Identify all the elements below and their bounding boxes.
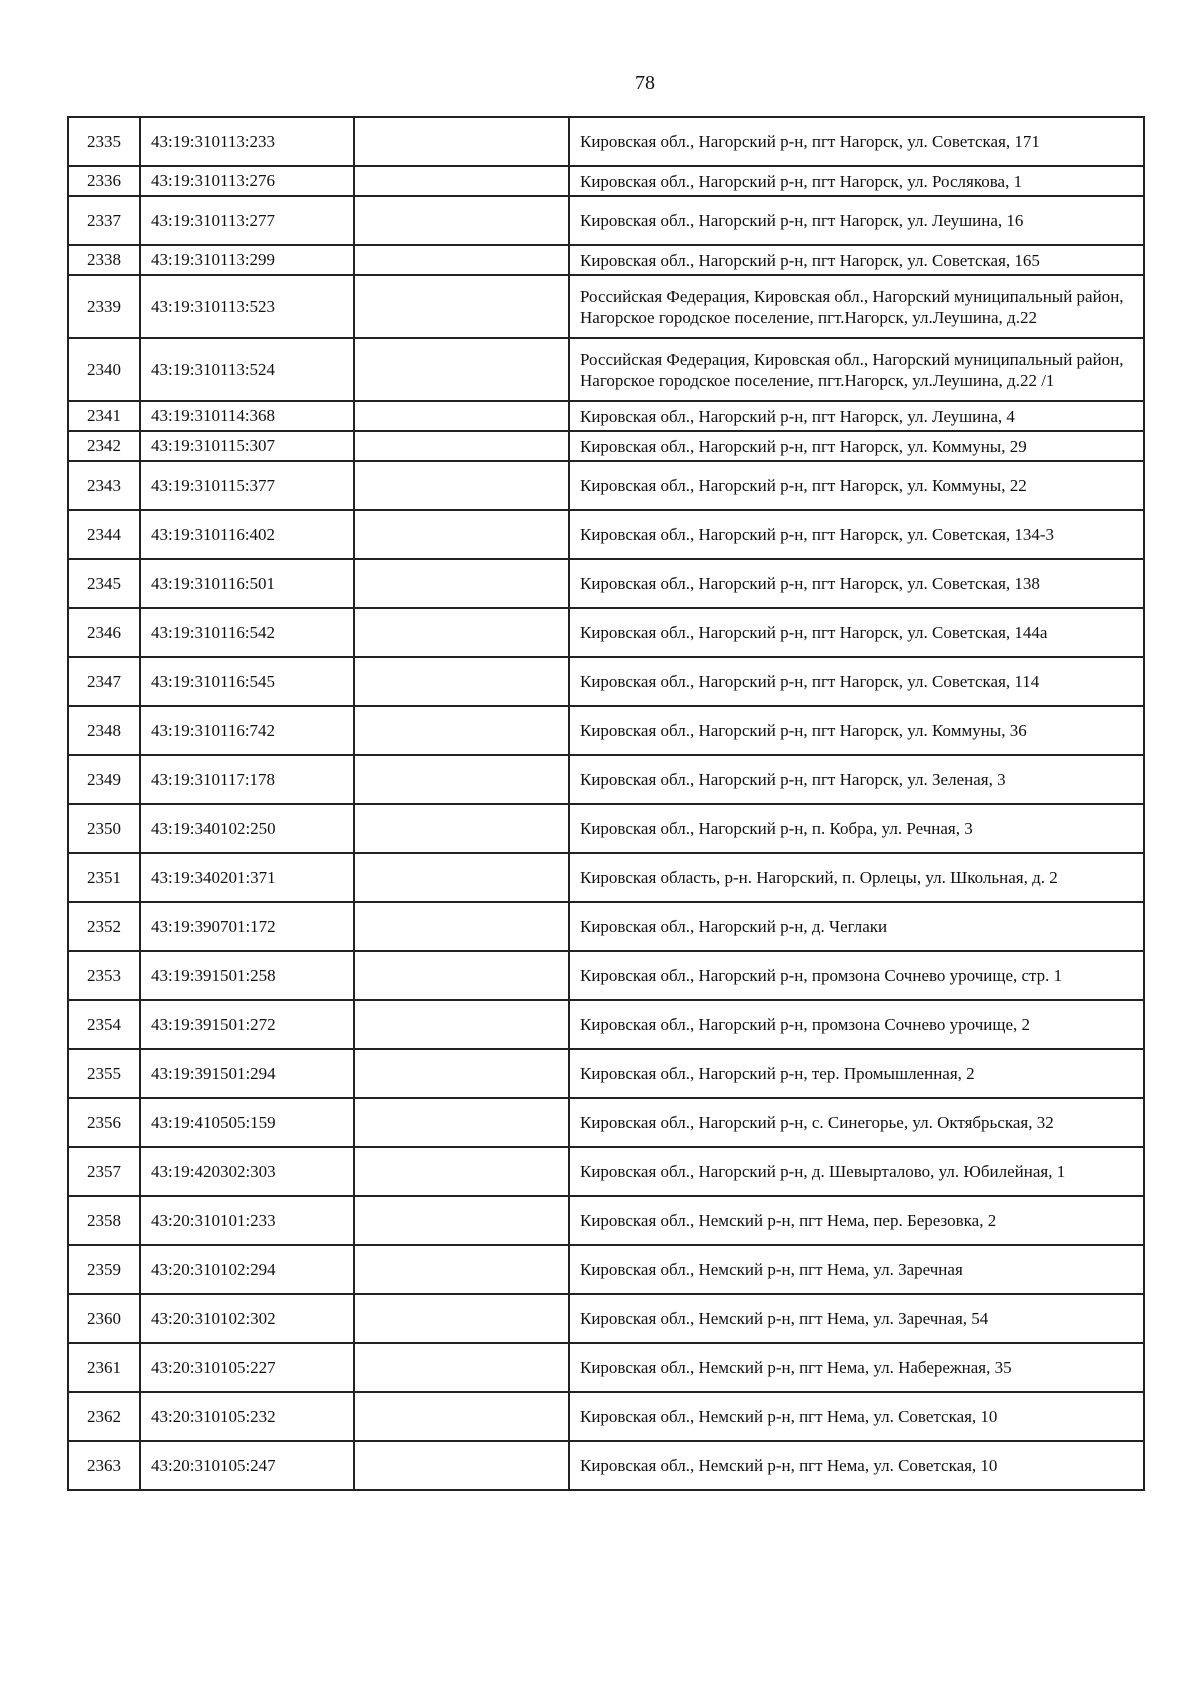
address-cell: Кировская обл., Нагорский р-н, тер. Промышленная, 2: [569, 1049, 1144, 1098]
row-number-cell: 2348: [68, 706, 140, 755]
cadastral-number-cell: 43:19:310113:523: [140, 275, 354, 338]
empty-cell: [354, 853, 569, 902]
empty-cell: [354, 196, 569, 245]
cadastral-number-cell: 43:19:310115:307: [140, 431, 354, 461]
empty-cell: [354, 401, 569, 431]
empty-cell: [354, 1294, 569, 1343]
table-row: [68, 196, 1144, 245]
cadastral-number-cell: 43:20:310105:247: [140, 1441, 354, 1490]
row-number-cell: 2337: [68, 196, 140, 245]
row-number-cell: 2360: [68, 1294, 140, 1343]
row-number-cell: 2361: [68, 1343, 140, 1392]
row-number-cell: 2350: [68, 804, 140, 853]
table-row: [68, 166, 1144, 196]
cadastral-number-cell: 43:19:310116:742: [140, 706, 354, 755]
address-cell: Кировская обл., Нагорский р-н, д. Чеглаки: [569, 902, 1144, 951]
cadastral-number-cell: 43:20:310102:302: [140, 1294, 354, 1343]
row-number-cell: 2355: [68, 1049, 140, 1098]
table-row: [68, 559, 1144, 608]
address-cell: Кировская обл., Нагорский р-н, промзона Сочнево урочище, 2: [569, 1000, 1144, 1049]
address-cell: Кировская обл., Нагорский р-н, пгт Нагорск, ул. Леушина, 16: [569, 196, 1144, 245]
table-row: [68, 1245, 1144, 1294]
table-row: [68, 431, 1144, 461]
empty-cell: [354, 1049, 569, 1098]
row-number-cell: 2352: [68, 902, 140, 951]
row-number-cell: 2345: [68, 559, 140, 608]
table-row: [68, 117, 1144, 166]
empty-cell: [354, 275, 569, 338]
empty-cell: [354, 166, 569, 196]
empty-cell: [354, 559, 569, 608]
table-row: [68, 275, 1144, 338]
empty-cell: [354, 117, 569, 166]
address-cell: Кировская обл., Немский р-н, пгт Нема, ул. Набережная, 35: [569, 1343, 1144, 1392]
table-row: [68, 461, 1144, 510]
row-number-cell: 2363: [68, 1441, 140, 1490]
address-cell: Кировская обл., Нагорский р-н, с. Синегорье, ул. Октябрьская, 32: [569, 1098, 1144, 1147]
table-row: [68, 951, 1144, 1000]
empty-cell: [354, 804, 569, 853]
cadastral-number-cell: 43:19:410505:159: [140, 1098, 354, 1147]
cadastral-number-cell: 43:19:310116:501: [140, 559, 354, 608]
cadastral-number-cell: 43:19:310113:276: [140, 166, 354, 196]
address-cell: Кировская обл., Нагорский р-н, пгт Нагорск, ул. Советская, 171: [569, 117, 1144, 166]
table-row: [68, 902, 1144, 951]
table-row: [68, 853, 1144, 902]
empty-cell: [354, 431, 569, 461]
table-row: [68, 510, 1144, 559]
table-body: [68, 117, 1144, 1490]
empty-cell: [354, 1098, 569, 1147]
row-number-cell: 2359: [68, 1245, 140, 1294]
row-number-cell: 2349: [68, 755, 140, 804]
table-row: [68, 804, 1144, 853]
address-cell: Кировская обл., Нагорский р-н, п. Кобра, ул. Речная, 3: [569, 804, 1144, 853]
empty-cell: [354, 1196, 569, 1245]
cadastral-number-cell: 43:20:310102:294: [140, 1245, 354, 1294]
empty-cell: [354, 245, 569, 275]
cadastral-number-cell: 43:19:310113:277: [140, 196, 354, 245]
row-number-cell: 2351: [68, 853, 140, 902]
cadastral-number-cell: 43:19:310113:233: [140, 117, 354, 166]
empty-cell: [354, 657, 569, 706]
address-cell: Кировская обл., Нагорский р-н, пгт Нагорск, ул. Советская, 138: [569, 559, 1144, 608]
row-number-cell: 2340: [68, 338, 140, 401]
table-row: [68, 706, 1144, 755]
table-row: [68, 657, 1144, 706]
address-cell: Кировская обл., Нагорский р-н, пгт Нагорск, ул. Коммуны, 36: [569, 706, 1144, 755]
row-number-cell: 2336: [68, 166, 140, 196]
address-cell: Кировская обл., Нагорский р-н, пгт Нагорск, ул. Советская, 134-3: [569, 510, 1144, 559]
cadastral-number-cell: 43:20:310105:232: [140, 1392, 354, 1441]
table-row: [68, 245, 1144, 275]
empty-cell: [354, 608, 569, 657]
cadastral-number-cell: 43:19:391501:258: [140, 951, 354, 1000]
table-row: [68, 1196, 1144, 1245]
cadastral-number-cell: 43:19:310113:524: [140, 338, 354, 401]
cadastral-number-cell: 43:19:340102:250: [140, 804, 354, 853]
row-number-cell: 2341: [68, 401, 140, 431]
row-number-cell: 2343: [68, 461, 140, 510]
table-row: [68, 608, 1144, 657]
row-number-cell: 2358: [68, 1196, 140, 1245]
address-cell: Кировская обл., Нагорский р-н, промзона Сочнево урочище, стр. 1: [569, 951, 1144, 1000]
address-cell: Кировская обл., Нагорский р-н, пгт Нагорск, ул. Коммуны, 22: [569, 461, 1144, 510]
row-number-cell: 2338: [68, 245, 140, 275]
address-cell: Кировская обл., Немский р-н, пгт Нема, пер. Березовка, 2: [569, 1196, 1144, 1245]
row-number-cell: 2354: [68, 1000, 140, 1049]
address-cell: Кировская обл., Немский р-н, пгт Нема, ул. Заречная, 54: [569, 1294, 1144, 1343]
row-number-cell: 2362: [68, 1392, 140, 1441]
table-row: [68, 1441, 1144, 1490]
cadastral-number-cell: 43:19:391501:272: [140, 1000, 354, 1049]
empty-cell: [354, 706, 569, 755]
table-row: [68, 1343, 1144, 1392]
row-number-cell: 2353: [68, 951, 140, 1000]
table-row: [68, 1392, 1144, 1441]
table-row: [68, 1098, 1144, 1147]
empty-cell: [354, 1392, 569, 1441]
empty-cell: [354, 510, 569, 559]
cadastral-number-cell: 43:19:420302:303: [140, 1147, 354, 1196]
empty-cell: [354, 461, 569, 510]
empty-cell: [354, 902, 569, 951]
row-number-cell: 2356: [68, 1098, 140, 1147]
row-number-cell: 2339: [68, 275, 140, 338]
address-cell: Кировская область, р-н. Нагорский, п. Орлецы, ул. Школьная, д. 2: [569, 853, 1144, 902]
property-registry-table: [67, 116, 1145, 1491]
empty-cell: [354, 1000, 569, 1049]
empty-cell: [354, 951, 569, 1000]
address-cell: Российская Федерация, Кировская обл., Нагорский муниципальный район, Нагорское городское поселение, пгт.Нагорск, ул.Леушина, д.22: [569, 275, 1144, 338]
cadastral-number-cell: 43:19:310115:377: [140, 461, 354, 510]
address-cell: Кировская обл., Нагорский р-н, пгт Нагорск, ул. Коммуны, 29: [569, 431, 1144, 461]
row-number-cell: 2335: [68, 117, 140, 166]
cadastral-number-cell: 43:19:310117:178: [140, 755, 354, 804]
address-cell: Кировская обл., Нагорский р-н, д. Шевырталово, ул. Юбилейная, 1: [569, 1147, 1144, 1196]
address-cell: Кировская обл., Немский р-н, пгт Нема, ул. Заречная: [569, 1245, 1144, 1294]
cadastral-number-cell: 43:19:310116:542: [140, 608, 354, 657]
address-cell: Кировская обл., Нагорский р-н, пгт Нагорск, ул. Леушина, 4: [569, 401, 1144, 431]
row-number-cell: 2344: [68, 510, 140, 559]
empty-cell: [354, 1441, 569, 1490]
address-cell: Кировская обл., Нагорский р-н, пгт Нагорск, ул. Зеленая, 3: [569, 755, 1144, 804]
row-number-cell: 2347: [68, 657, 140, 706]
cadastral-number-cell: 43:19:390701:172: [140, 902, 354, 951]
cadastral-number-cell: 43:20:310101:233: [140, 1196, 354, 1245]
address-cell: Кировская обл., Нагорский р-н, пгт Нагорск, ул. Советская, 165: [569, 245, 1144, 275]
empty-cell: [354, 755, 569, 804]
table-row: [68, 755, 1144, 804]
row-number-cell: 2346: [68, 608, 140, 657]
table-row: [68, 1049, 1144, 1098]
address-cell: Кировская обл., Немский р-н, пгт Нема, ул. Советская, 10: [569, 1392, 1144, 1441]
address-cell: Кировская обл., Нагорский р-н, пгт Нагорск, ул. Советская, 144а: [569, 608, 1144, 657]
cadastral-number-cell: 43:19:310116:545: [140, 657, 354, 706]
table-row: [68, 1147, 1144, 1196]
address-cell: Кировская обл., Немский р-н, пгт Нема, ул. Советская, 10: [569, 1441, 1144, 1490]
table-row: [68, 401, 1144, 431]
table-row: [68, 338, 1144, 401]
address-cell: Российская Федерация, Кировская обл., Нагорский муниципальный район, Нагорское городское поселение, пгт.Нагорск, ул.Леушина, д.22 /1: [569, 338, 1144, 401]
cadastral-number-cell: 43:20:310105:227: [140, 1343, 354, 1392]
cadastral-number-cell: 43:19:391501:294: [140, 1049, 354, 1098]
page-number: 78: [635, 72, 655, 94]
cadastral-number-cell: 43:19:310113:299: [140, 245, 354, 275]
row-number-cell: 2357: [68, 1147, 140, 1196]
empty-cell: [354, 1343, 569, 1392]
empty-cell: [354, 1245, 569, 1294]
row-number-cell: 2342: [68, 431, 140, 461]
cadastral-number-cell: 43:19:310114:368: [140, 401, 354, 431]
address-cell: Кировская обл., Нагорский р-н, пгт Нагорск, ул. Рослякова, 1: [569, 166, 1144, 196]
table-row: [68, 1000, 1144, 1049]
cadastral-number-cell: 43:19:310116:402: [140, 510, 354, 559]
cadastral-number-cell: 43:19:340201:371: [140, 853, 354, 902]
table-row: [68, 1294, 1144, 1343]
address-cell: Кировская обл., Нагорский р-н, пгт Нагорск, ул. Советская, 114: [569, 657, 1144, 706]
empty-cell: [354, 1147, 569, 1196]
empty-cell: [354, 338, 569, 401]
